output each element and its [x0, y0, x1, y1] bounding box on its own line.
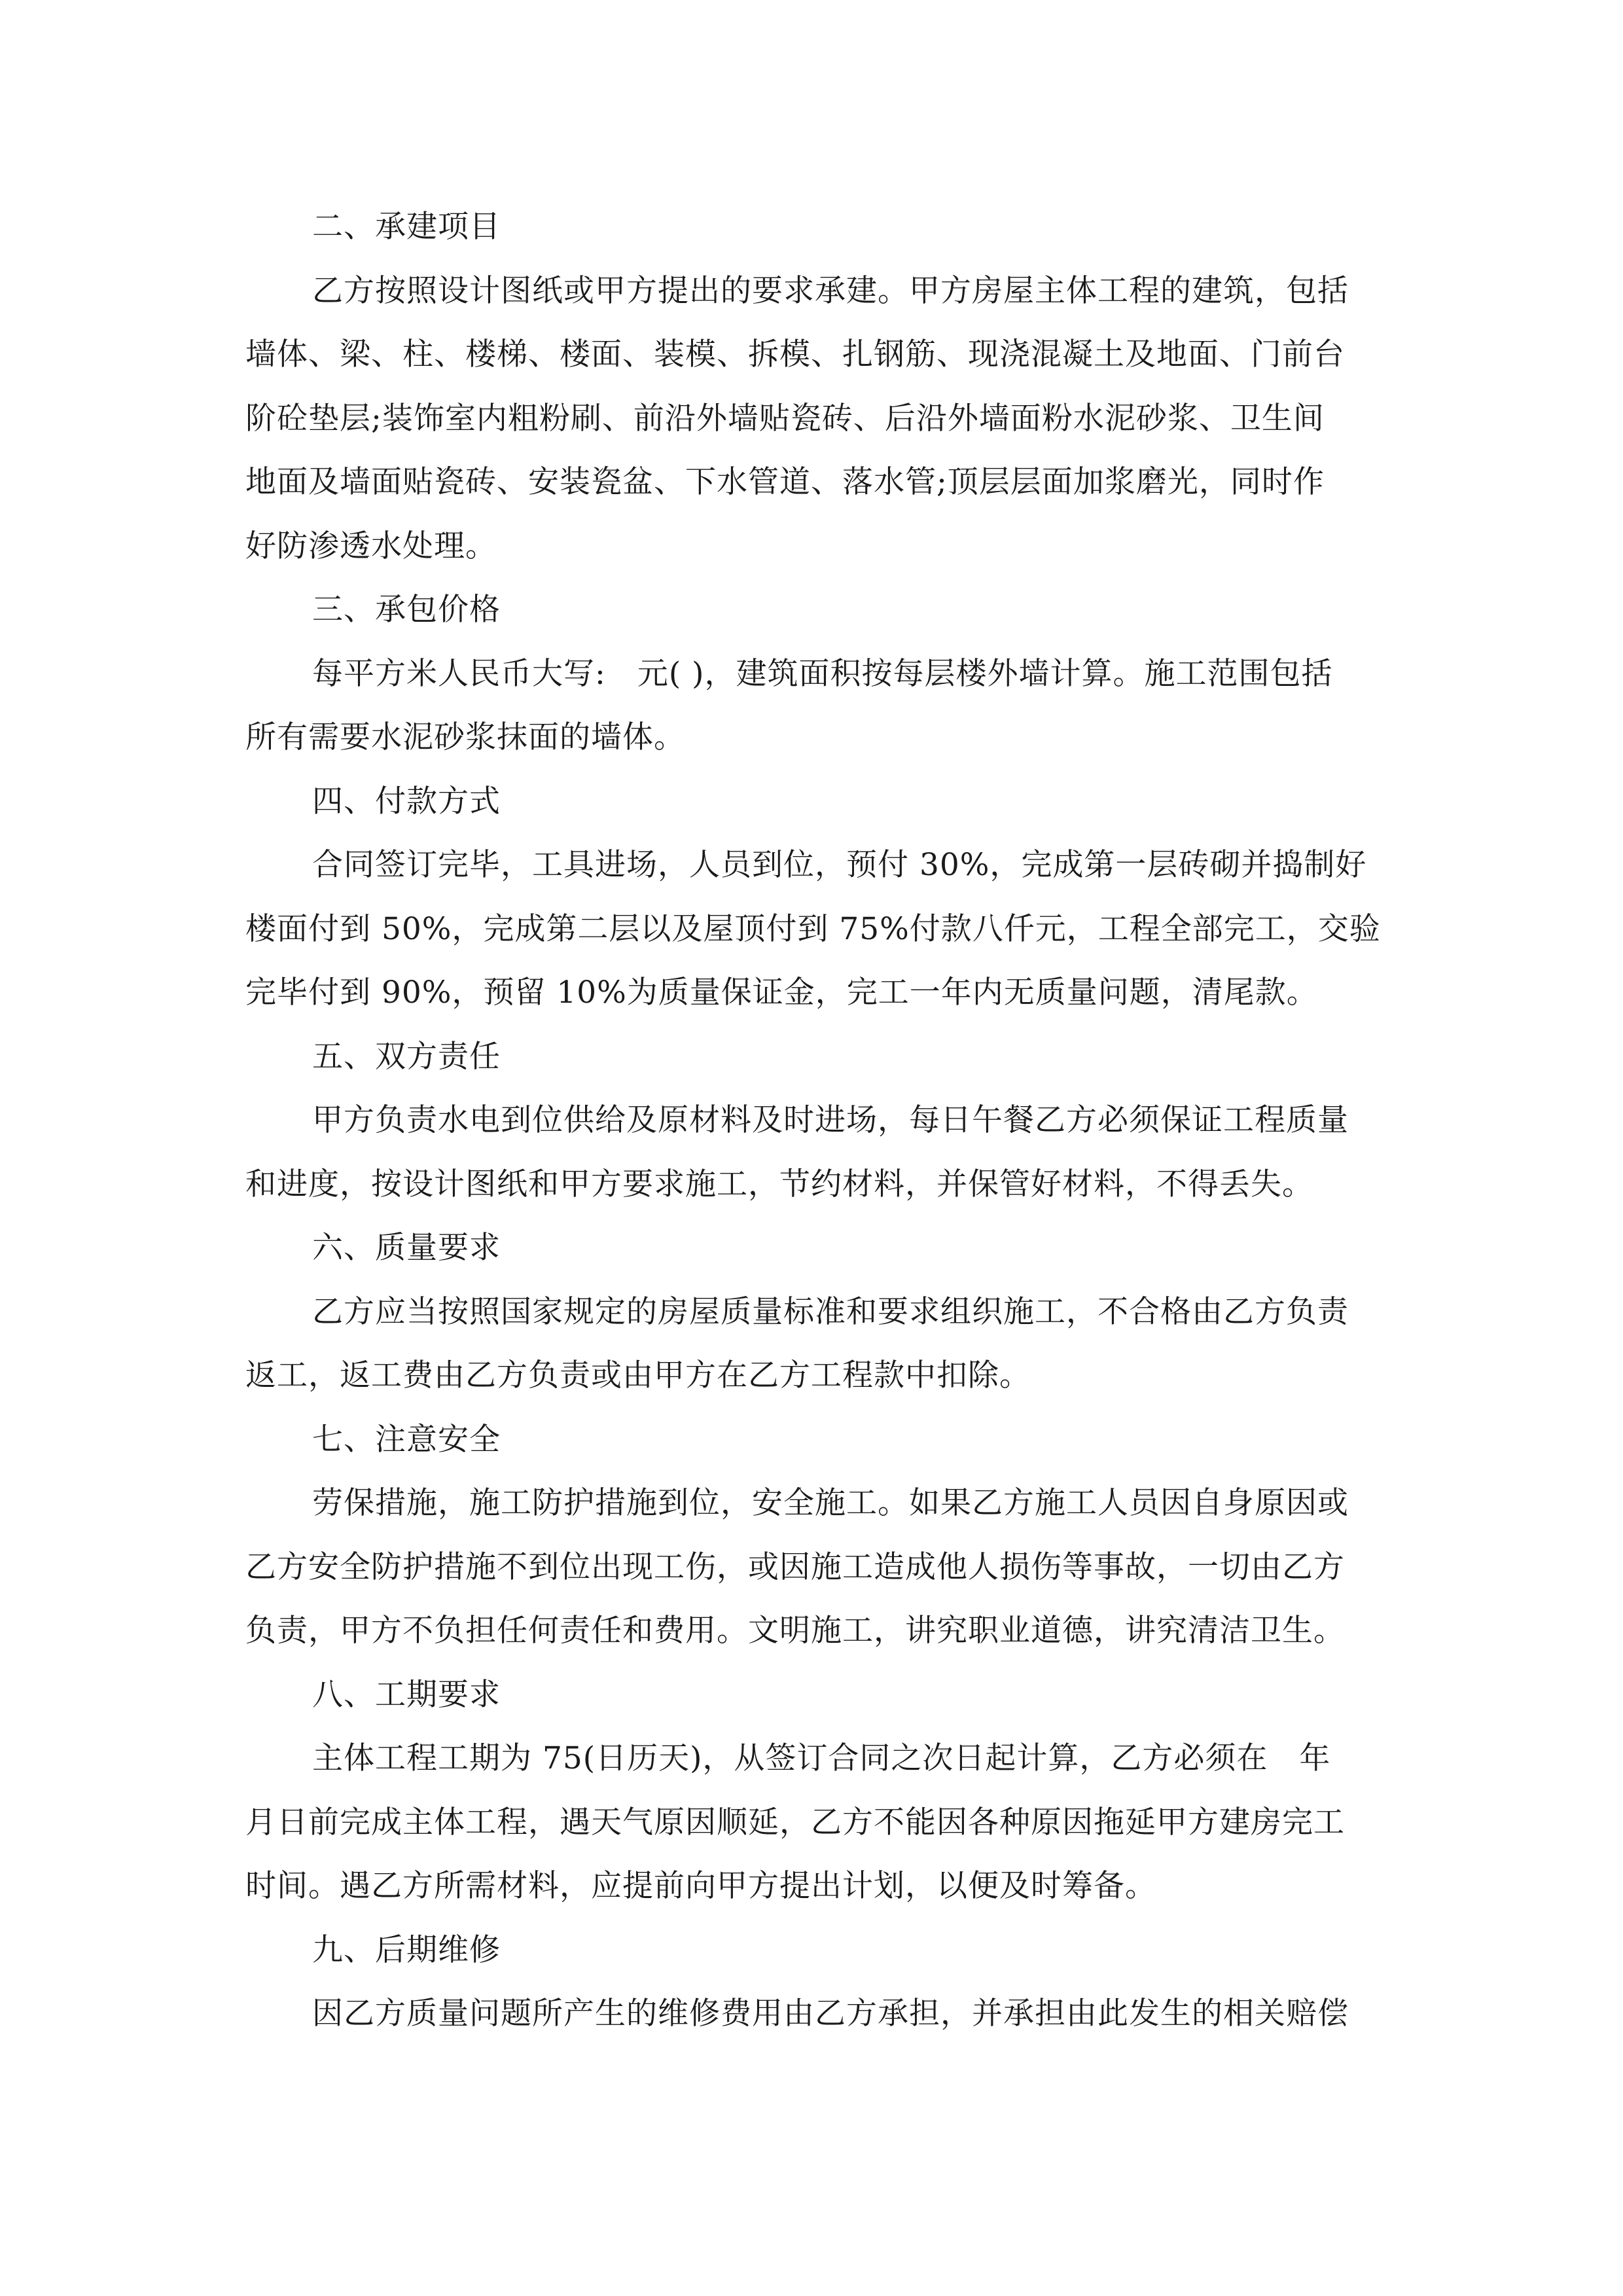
section-heading-payment-method: 四、付款方式 — [312, 783, 501, 819]
body-line: 合同签订完毕，工具进场，人员到位，预付 30%，完成第一层砖砌并捣制好 — [312, 847, 1367, 883]
body-line: 地面及墙面贴瓷砖、安装瓷盆、下水管道、落水管;顶层层面加浆磨光，同时作 — [245, 464, 1325, 500]
document-page — [245, 195, 1381, 2046]
body-line: 劳保措施，施工防护措施到位，安全施工。如果乙方施工人员因自身原因或 — [312, 1485, 1349, 1521]
body-line: 和进度，按设计图纸和甲方要求施工，节约材料，并保管好材料，不得丢失。 — [245, 1166, 1313, 1202]
section-heading-responsibilities: 五、双方责任 — [312, 1038, 501, 1075]
body-line: 因乙方质量问题所产生的维修费用由乙方承担，并承担由此发生的相关赔偿 — [312, 1996, 1349, 2032]
body-line: 主体工程工期为 75(日历天)，从签订合同之次日起计算，乙方必须在 年 — [312, 1740, 1331, 1776]
section-heading-maintenance: 九、后期维修 — [312, 1931, 501, 1968]
body-line: 月日前完成主体工程，遇天气原因顺延，乙方不能因各种原因拖延甲方建房完工 — [245, 1804, 1345, 1840]
body-line: 乙方安全防护措施不到位出现工伤，或因施工造成他人损伤等事故，一切由乙方 — [245, 1549, 1345, 1585]
body-line: 每平方米人民币大写: 元( )，建筑面积按每层楼外墙计算。施工范围包括 — [312, 655, 1333, 692]
body-line: 墙体、梁、柱、楼梯、楼面、装模、拆模、扎钢筋、现浇混凝土及地面、门前台 — [245, 336, 1345, 372]
section-heading-quality-requirements: 六、质量要求 — [312, 1230, 501, 1266]
body-line: 甲方负责水电到位供给及原材料及时进场，每日午餐乙方必须保证工程质量 — [312, 1102, 1349, 1138]
body-line: 时间。遇乙方所需材料，应提前向甲方提出计划，以便及时筹备。 — [245, 1868, 1156, 1904]
body-line: 乙方应当按照国家规定的房屋质量标准和要求组织施工，不合格由乙方负责 — [312, 1293, 1349, 1330]
body-line: 阶砼垫层;装饰室内粗粉刷、前沿外墙贴瓷砖、后沿外墙面粉水泥砂浆、卫生间 — [245, 400, 1325, 437]
section-heading-construction-items: 二、承建项目 — [312, 209, 501, 245]
body-line: 好防渗透水处理。 — [245, 528, 497, 564]
body-line: 乙方按照设计图纸或甲方提出的要求承建。甲方房屋主体工程的建筑，包括 — [312, 272, 1349, 309]
section-heading-schedule: 八、工期要求 — [312, 1676, 501, 1713]
body-line: 所有需要水泥砂浆抹面的墙体。 — [245, 719, 685, 755]
body-line: 楼面付到 50%，完成第二层以及屋顶付到 75%付款八仟元，工程全部完工，交验 — [245, 910, 1381, 947]
body-line: 负责，甲方不负担任何责任和费用。文明施工，讲究职业道德，讲究清洁卫生。 — [245, 1613, 1345, 1649]
body-line: 完毕付到 90%，预留 10%为质量保证金，完工一年内无质量问题，清尾款。 — [245, 975, 1318, 1011]
section-heading-safety: 七、注意安全 — [312, 1421, 501, 1458]
body-line: 返工，返工费由乙方负责或由甲方在乙方工程款中扣除。 — [245, 1357, 1031, 1393]
section-heading-contract-price: 三、承包价格 — [312, 592, 501, 628]
